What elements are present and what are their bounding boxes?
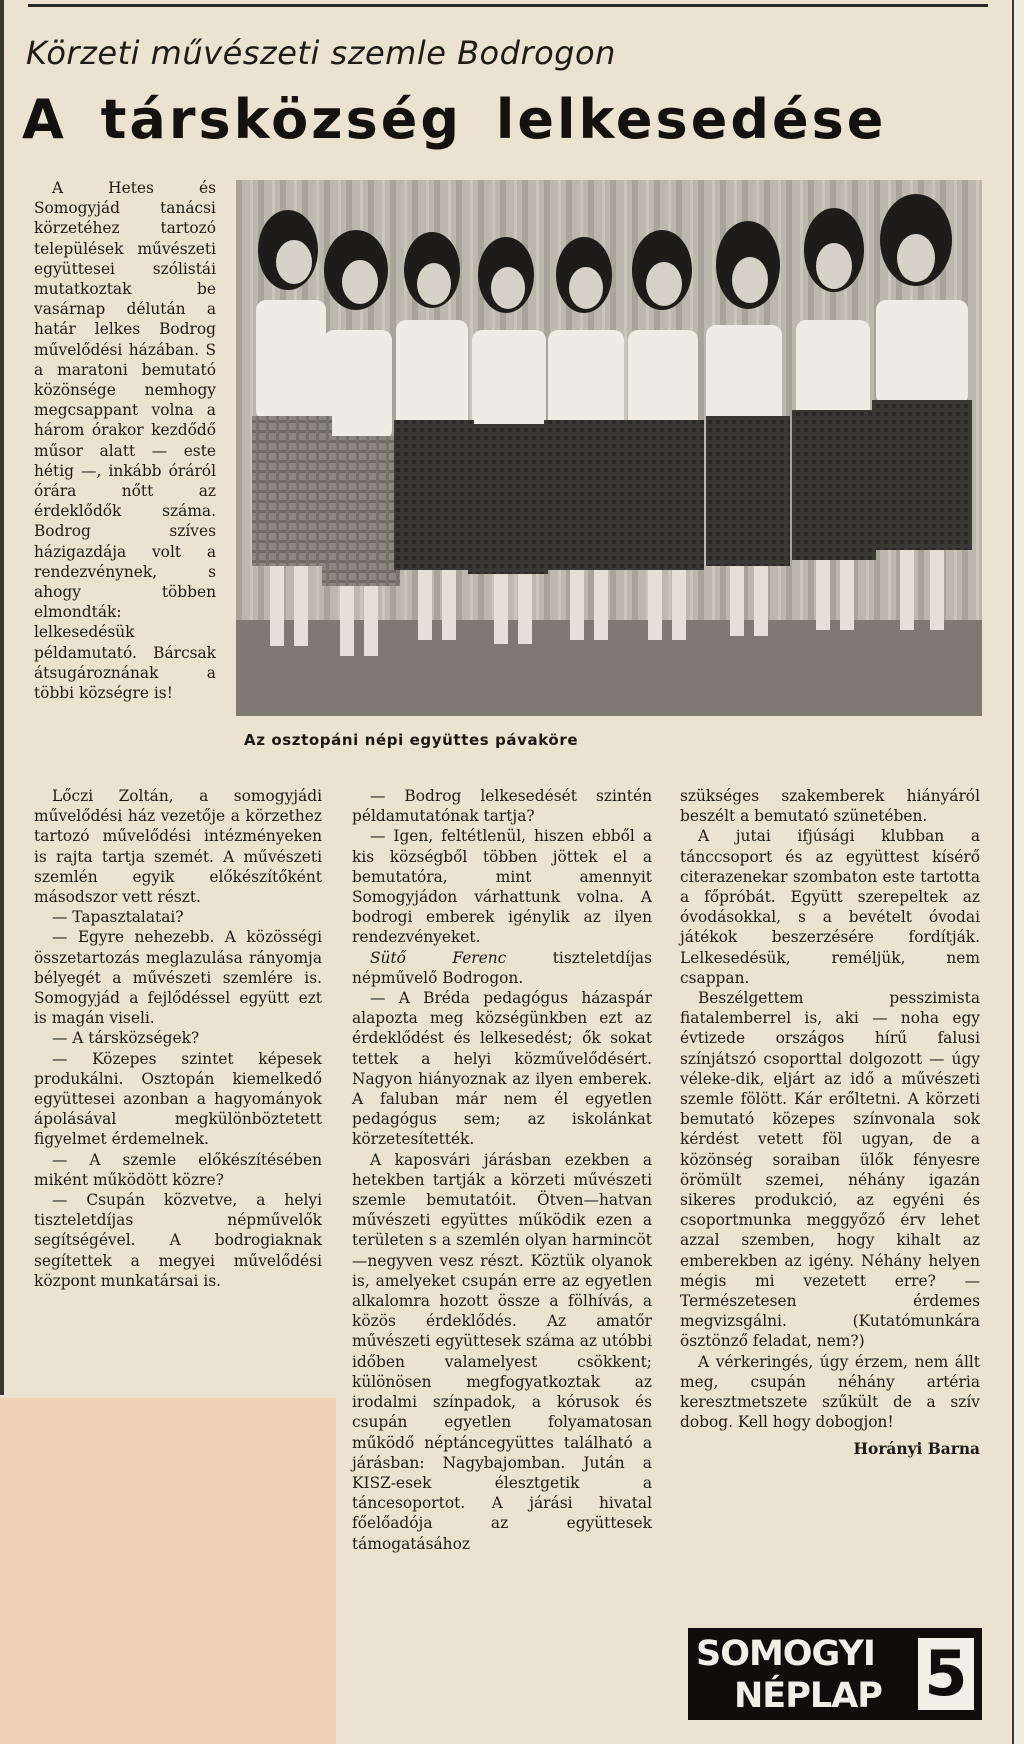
interview-answer: — A Bréda pedagógus házaspár alapozta meg községünkben ezt az érdeklődést és lelkesedést; ők sokat tettek a helyi közművelődésért. Nagyon hiányoznak az ilyen emberek. A faluban már nem él egyetlen pedagógus sem; az iskolánkat körzetesítették. — [352, 989, 652, 1149]
paragraph-continued: szükséges szakemberek hiányáról beszélt a bemutató szünetében. — [680, 787, 980, 826]
choir-photo-illustration — [236, 180, 982, 716]
interview-answer: — Egyre nehezebb. A közösségi összetartozás meglazulása rányomja bélyegét a művészeti szemlére is. Somogyjád a fejlődéssel együtt ezt is magán viseli. — [34, 928, 322, 1028]
paragraph: A vérkeringés, úgy érzem, nem állt meg, csupán néhány artéria keresztmetszete szűkült de a szív dobog. Kell hogy dobogjon! — [680, 1352, 980, 1432]
speaker-title: tiszteletdíjas népművelő Bodrogon. — [352, 948, 652, 987]
article-photo — [236, 180, 982, 716]
column-1 — [34, 786, 322, 1291]
speaker-line — [352, 948, 652, 988]
interview-answer: — Csupán közvetve, a helyi tiszteletdíjas népművelők segítségével. A bodrogiaknak segítettek a megyei művelődési központ munkatársai is. — [34, 1191, 322, 1290]
article-headline: A társközség lelkesedése — [22, 88, 887, 151]
page-right-edge — [1012, 0, 1024, 1744]
article-kicker: Körzeti művészeti szemle Bodrogon — [26, 34, 616, 72]
column-3 — [680, 786, 980, 1459]
page-number: 5 — [918, 1638, 974, 1710]
interview-question: — Bodrog lelkesedését szintén példamutatónak tartja? — [352, 787, 652, 826]
photo-caption: Az osztopáni népi együttes pávaköre — [244, 731, 579, 749]
top-rule — [28, 4, 988, 7]
author-byline: Horányi Barna — [853, 1439, 980, 1458]
interview-question: — A társközségek? — [52, 1029, 200, 1048]
masthead-title-line2: NÉPLAP — [734, 1676, 882, 1716]
column-2 — [352, 786, 652, 1554]
blank-area — [0, 1398, 336, 1744]
interview-question: — Tapasztalatai? — [52, 908, 184, 927]
paragraph: A kaposvári járásban ezekben a hetekben tartják a körzeti művészeti szemle bemutatóit. Ötven—hatvan művészeti együttes működik ezen a területen s a szemlén olyan harmincöt—negyven vesz részt. Köztük olyanok is, amelyeket csupán erre az egyetlen alkalomra hozott össze a fölhívás, a közös érdeklődés. Az amatőr művészeti együttesek száma az utóbbi időben valamelyest csökkent; különösen megfogyatkoztak az irodalmi színpadok, a kórusok és csupán egyetlen folyamatosan működő néptáncegyüttes található a járásban: Nagybajomban. Jután a KISZ-esek élesztgetik a táncesoportot. A járási hivatal főelőadója az együttesek támogatásához — [352, 1150, 652, 1553]
speaker-name: Sütő Ferenc — [370, 948, 507, 967]
interview-answer: — Közepes szintet képesek produkálni. Osztopán kiemelkedő együttesei azonban a hagyományok ápolásával megkülönböztetett figyelmet érdemelnek. — [34, 1049, 322, 1149]
left-column-rule — [0, 0, 4, 1395]
paragraph: Lőczi Zoltán, a somogyjádi művelődési ház vezetője a körzethez tartozó művelődési intézményeken is rajta tartja szemét. A művészeti szemlén egyik előkészítőként másodszor vett részt. — [34, 787, 322, 907]
interview-answer: — Igen, feltétlenül, hiszen ebből a kis községből többen jöttek el a bemutatóra, mint amennyit Somogyjádon várhattunk volna. A bodrogi emberek igénylik az ilyen rendezvényeket. — [352, 827, 652, 947]
newspaper-masthead — [688, 1628, 982, 1720]
intro-paragraph: A Hetes és Somogyjád tanácsi körzetéhez tartozó települések művészeti együttesei szólistái mutatkoztak be vasárnap délután a határ lelkes Bodrog művelődési házában. S a maratoni bemutató közönsége nemhogy megcsappant volna a három órakor kezdődő műsor alatt — este hétig —, inkább óráról órára nőtt az érdeklődők száma. Bodrog szíves házigazdája volt a rendezvénynek, s ahogy többen elmondták: lelkesedésük példamutató. Bárcsak átsugároznának a többi községre is! — [34, 179, 216, 703]
masthead-title-line1: SOMOGYI — [696, 1634, 875, 1674]
interview-question: — A szemle előkészítésében miként működött közre? — [34, 1150, 322, 1189]
column-1-intro — [34, 178, 216, 703]
paragraph: A jutai ifjúsági klubban a tánccsoport és az együttest kísérő citerazenekar szombaton este tartotta a főpróbát. Együtt szerepeltek az óvodásokkal, s a bevételt óvodai játékok beszerzésére fordítják. Lelkesedésük, reméljük, nem csappan. — [680, 827, 980, 987]
paragraph: Beszélgettem pesszimista fiatalemberrel is, aki — noha egy évtizede országos hírű falusi színjátszó csoporttal dolgozott — úgy véleke-dik, eljárt az idő a művészeti szemle fölött. Kár erőltetni. A körzeti bemutató közepes színvonala sok kérdést vetett föl ugyan, de a közönség soraiban ülők fényesre örömült szemei, néhány igazán sikeres produkció, az egyéni és csoportmunka meggyőző érv lehet azzal szemben, hogy kihalt az emberekben az igény. Néhány helyen mégis mi vezetett erre? — Természetesen érdemes megvizsgálni. (Kutatómunkára ösztönző feladat, nem?) — [680, 989, 980, 1351]
